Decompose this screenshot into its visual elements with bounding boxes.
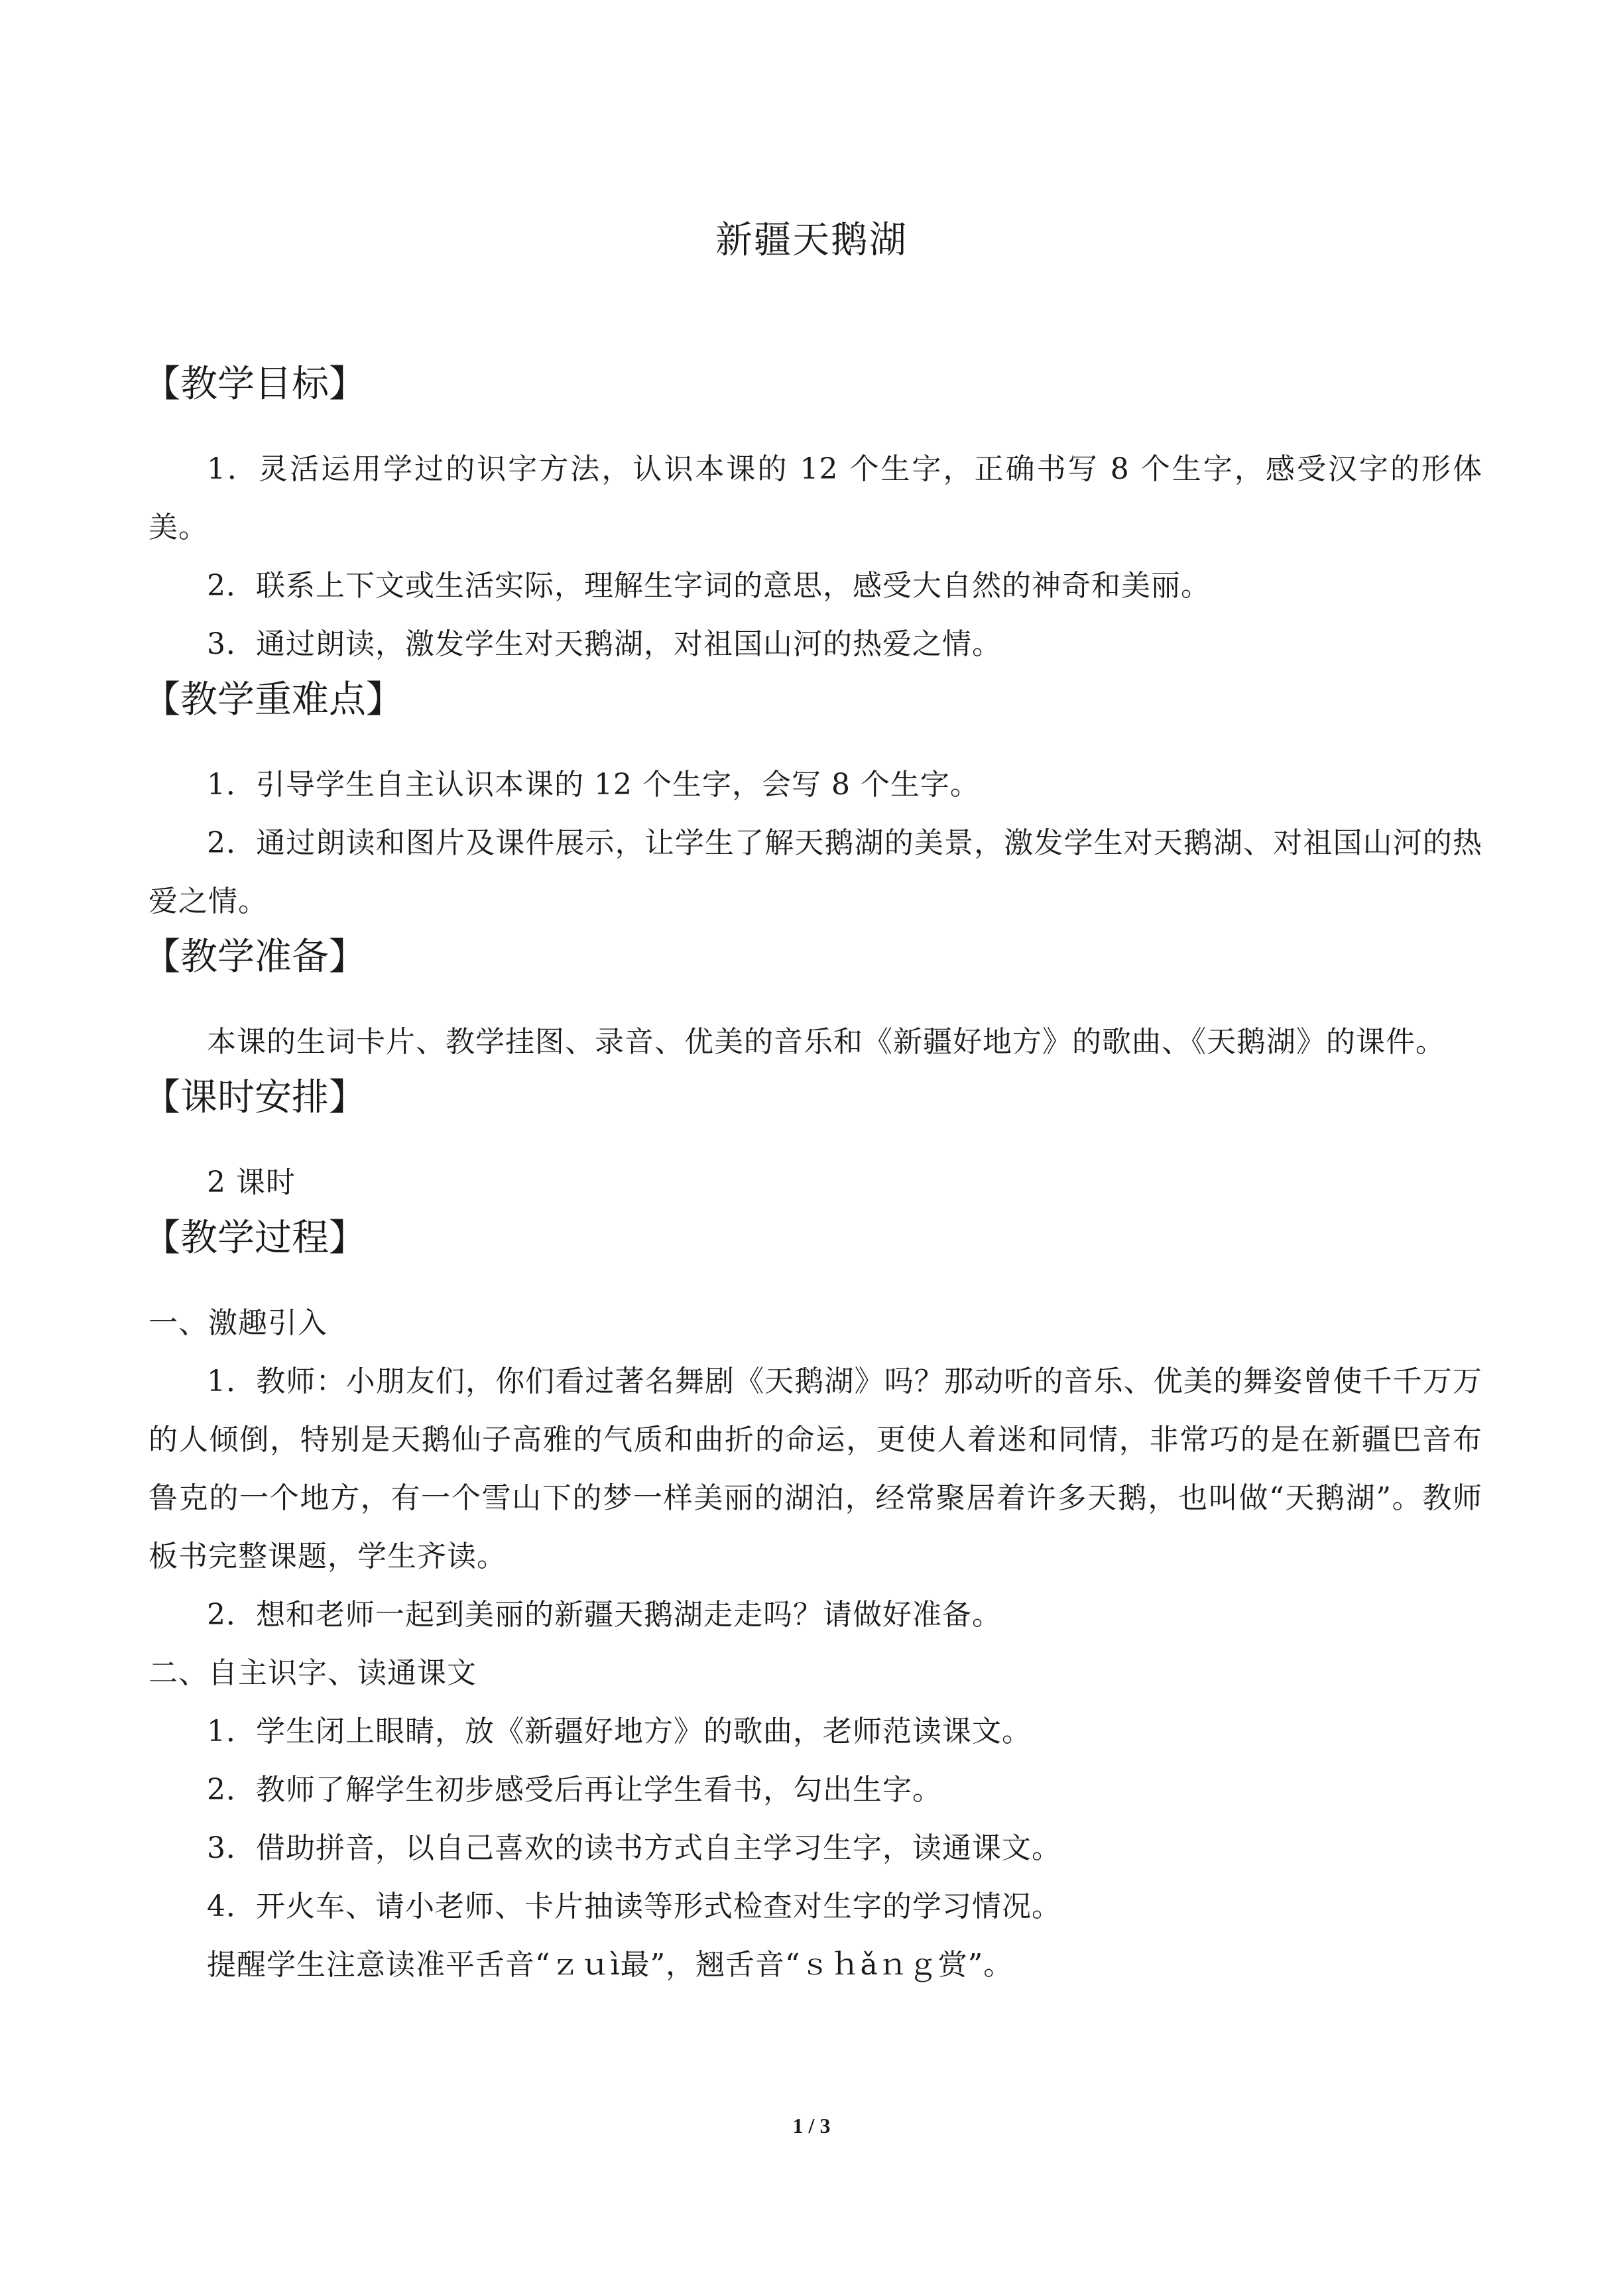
heading-key-points: 【教学重难点】 [143,678,403,721]
heading-preparation: 【教学准备】 [143,936,366,979]
document-body [143,358,1482,1994]
schedule-text: 2 课时 [207,1166,296,1199]
key-point-item: 2．通过朗读和图片及课件展示，让学生了解天鹅湖的美景，激发学生对天鹅湖、对祖国山河的热爱之情。 [149,826,1482,918]
process-part-title: 二、自主识字、读通课文 [149,1656,477,1690]
page-number: 1 / 3 [792,2114,831,2138]
process-item: 3．借助拼音，以自己喜欢的读书方式自主学习生字，读通课文。 [207,1831,1061,1865]
process-item: 2．教师了解学生初步感受后再让学生看书，勾出生字。 [207,1773,942,1807]
process-item: 1．学生闭上眼睛，放《新疆好地方》的歌曲，老师范读课文。 [207,1715,1032,1748]
key-point-item: 1．引导学生自主认识本课的 12 个生字，会写 8 个生字。 [207,768,980,802]
objective-item: 2．联系上下文或生活实际，理解生字词的意思，感受大自然的神奇和美丽。 [207,569,1211,603]
objective-item: 1．灵活运用学过的识字方法，认识本课的 12 个生字，正确书写 8 个生字，感受汉字的形体美。 [149,452,1482,544]
preparation-text: 本课的生词卡片、教学挂图、录音、优美的音乐和《新疆好地方》的歌曲、《天鹅湖》的课件。 [207,1025,1445,1059]
process-item: 2．想和老师一起到美丽的新疆天鹅湖走走吗？请做好准备。 [207,1598,1002,1632]
process-item: 1．教师：小朋友们，你们看过著名舞剧《天鹅湖》吗？那动听的音乐、优美的舞姿曾使千千万万的人倾倒，特别是天鹅仙子高雅的气质和曲折的命运，更使人着迷和同情，非常巧的是在新疆巴音布鲁克的一个地方，有一个雪山下的梦一样美丽的湖泊，经常聚居着许多天鹅，也叫做“天鹅湖”。教师板书完整课题，学生齐读。 [149,1364,1482,1573]
document-title: 新疆天鹅湖 [715,219,908,262]
heading-schedule: 【课时安排】 [143,1076,366,1119]
heading-objectives: 【教学目标】 [143,363,366,406]
heading-process: 【教学过程】 [143,1217,366,1260]
process-note: 提醒学生注意读准平舌音“ｚｕì最”，翘舌音“ｓｈǎｎｇ赏”。 [207,1948,1014,1982]
process-part-title: 一、激趣引入 [149,1306,328,1340]
objective-item: 3．通过朗读，激发学生对天鹅湖，对祖国山河的热爱之情。 [207,627,1002,661]
process-item: 4．开火车、请小老师、卡片抽读等形式检查对生字的学习情况。 [207,1890,1061,1923]
